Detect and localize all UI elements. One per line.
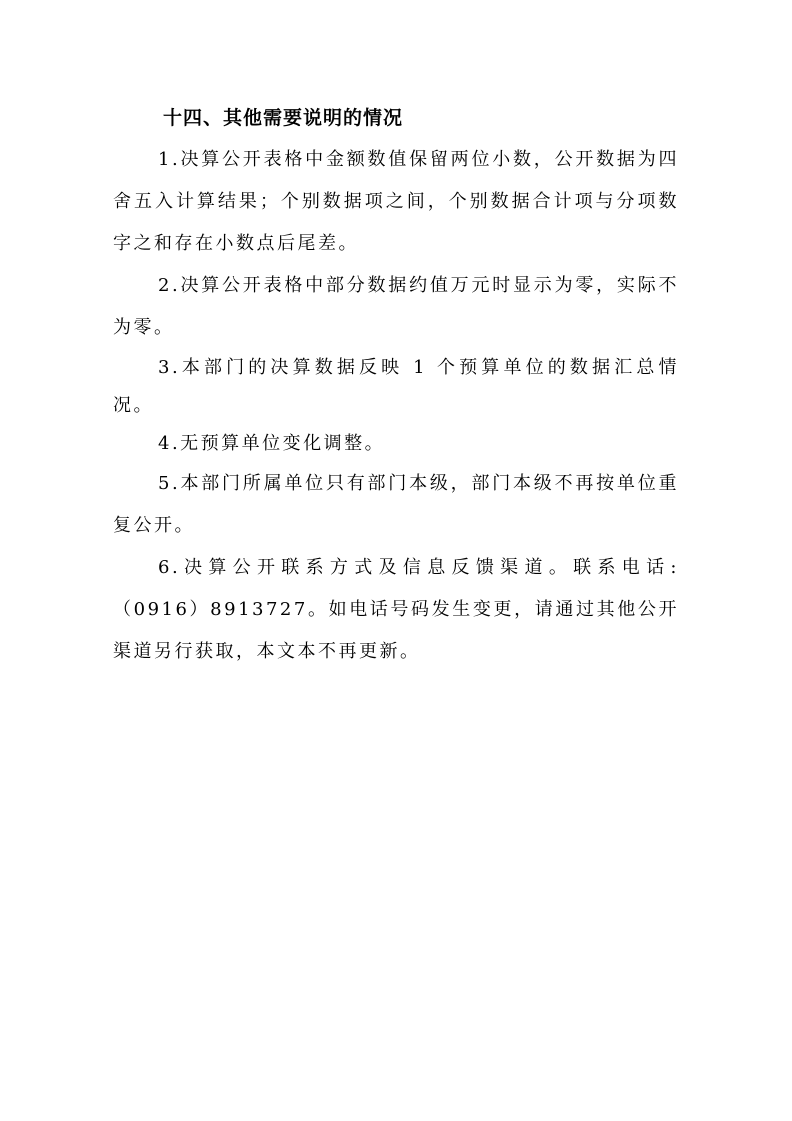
note-paragraph-3: 3.本部门的决算数据反映 1 个预算单位的数据汇总情况。 bbox=[113, 357, 679, 416]
section-heading: 十四、其他需要说明的情况 bbox=[163, 107, 404, 129]
document-body bbox=[113, 103, 679, 673]
note-paragraph-2: 2.决算公开表格中部分数据约值万元时显示为零，实际不为零。 bbox=[113, 275, 679, 338]
note-paragraph-4: 4.无预算单位变化调整。 bbox=[158, 433, 386, 454]
note-paragraph-6: 6.决算公开联系方式及信息反馈渠道。联系电话:（0916）8913727。如电话号码发生变更，请通过其他公开渠道另行获取，本文本不再更新。 bbox=[113, 557, 679, 662]
note-paragraph-5: 5.本部门所属单位只有部门本级，部门本级不再按单位重复公开。 bbox=[113, 473, 679, 536]
note-paragraph-1: 1.决算公开表格中金额数值保留两位小数，公开数据为四舍五入计算结果；个别数据项之间，个别数据合计项与分项数字之和存在小数点后尾差。 bbox=[113, 149, 679, 254]
